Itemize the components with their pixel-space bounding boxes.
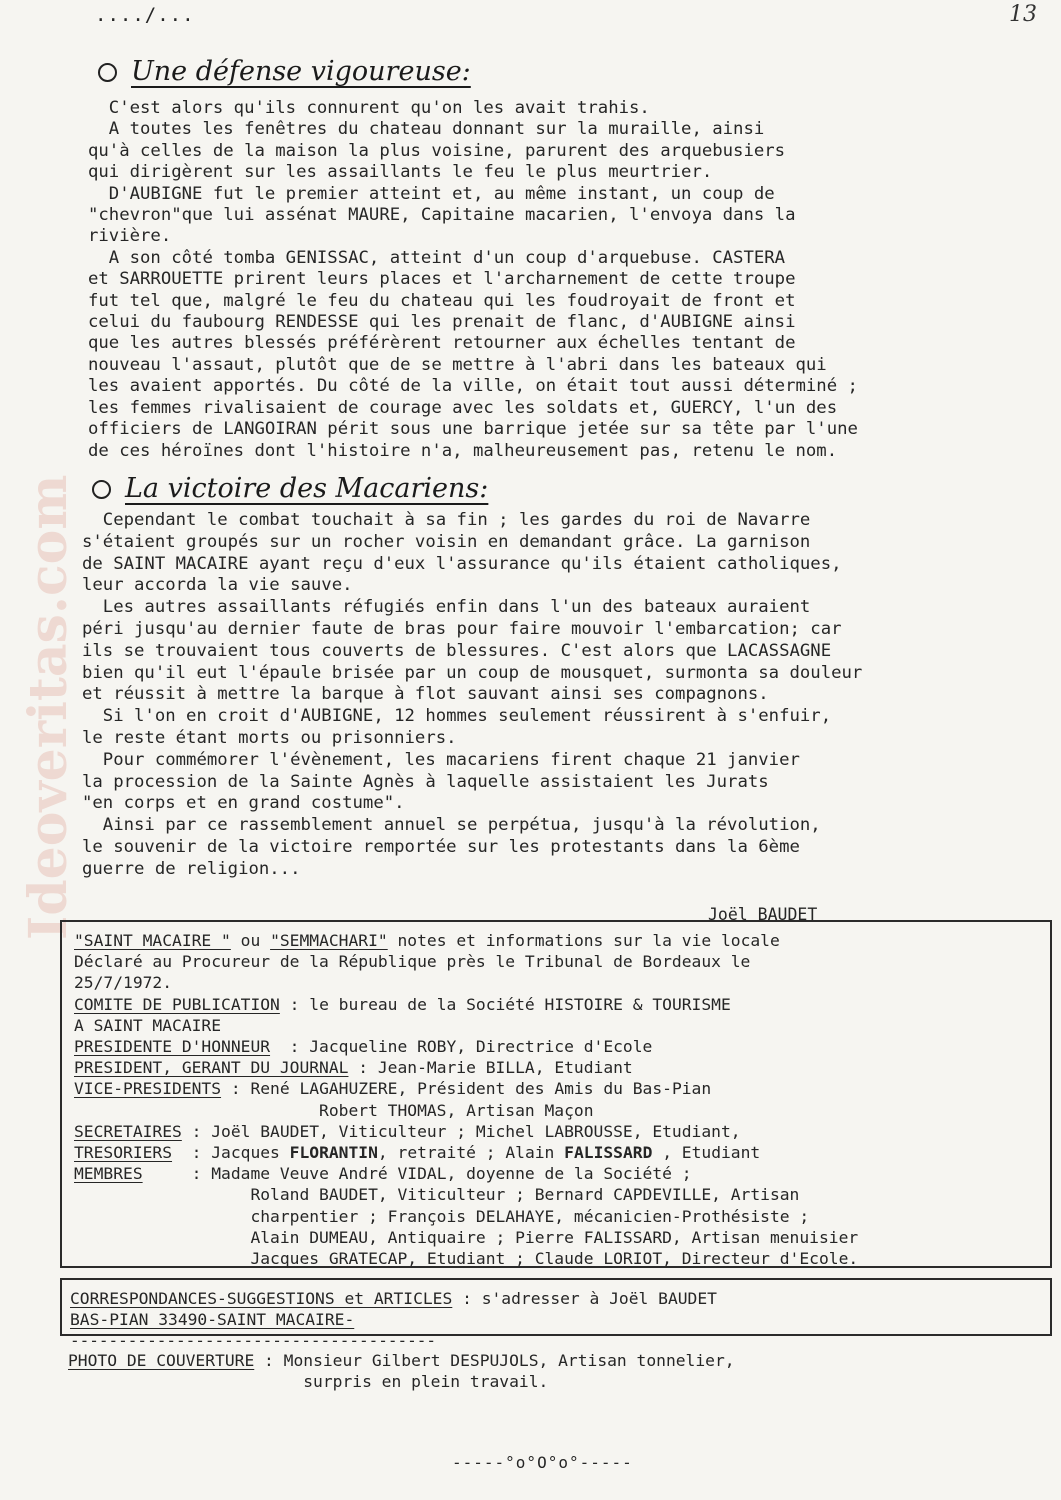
title-semmachari: "SEMMACHARI" [270,931,388,950]
members-value-4: Alain DUMEAU, Antiquaire ; Pierre FALISSARD, Artisan menuisier [74,1227,859,1247]
text-line: ils se trouvaient tous couverts de blessures. C'est alors que LACASSAGNE [82,640,832,661]
watermark: Ideoveritas.com [18,474,79,940]
footer-ornament: -----°o°O°o°----- [452,1453,633,1472]
text-line: officiers de LANGOIRAN périt sous une barrique jetée sur sa tête par l'une [88,419,858,440]
text-line: guerre de religion... [82,858,301,879]
title-or: ou [230,931,271,950]
declared-line: Déclaré au Procureur de la République près le Tribunal de Bordeaux le [74,952,751,972]
honor-label: PRESIDENTE D'HONNEUR [74,1037,271,1057]
vice-label: VICE-PRESIDENTS [74,1079,222,1099]
text-line: C'est alors qu'ils connurent qu'on les avait trahis. [88,98,650,118]
treasurers-pre: : Jacques [172,1143,290,1163]
secretaries-label: SECRETAIRES [74,1121,182,1141]
treasurers-label: TRESORIERS [74,1143,173,1163]
text-line: que les autres blessés préférèrent retourner aux échelles tentant de [88,333,796,354]
text-line: de SAINT MACAIRE ayant reçu d'eux l'assurance qu'ils étaient catholiques, [82,553,842,574]
treasurer-name-2: FALISSARD [564,1143,653,1163]
correspondence-address: BAS-PIAN 33490-SAINT MACAIRE- [70,1310,355,1330]
committee-value: : le bureau de la Société HISTOIRE & TOURISME [279,994,731,1014]
text-line: la procession de la Sainte Agnès à laquelle assistaient les Jurats [82,771,769,792]
title-saint-macaire: "SAINT MACAIRE " [74,931,231,950]
treasurers-post: , Etudiant [652,1143,761,1163]
author-signature: Joël BAUDET [708,905,818,924]
members-value-2: Roland BAUDET, Viticulteur ; Bernard CAPDEVILLE, Artisan [74,1185,800,1205]
text-line: "chevron"que lui assénat MAURE, Capitaine macarien, l'envoya dans la [88,205,796,226]
masthead-text [74,930,858,1269]
committee-value-2: A SAINT MACAIRE [74,1015,222,1035]
text-line: fut tel que, malgré le feu du chateau qui les foudroyait de front et [88,290,796,311]
section-title: La victoire des Macariens: [125,473,489,504]
text-line: le souvenir de la victoire remportée sur les protestants dans la 6ème [82,836,800,857]
section-heading-defense [98,56,471,87]
continuation-mark: ..../... [95,4,195,26]
cover-photo-label: PHOTO DE COUVERTURE [68,1351,255,1370]
president-label: PRESIDENT, GERANT DU JOURNAL [74,1058,349,1078]
secretaries-value: : Joël BAUDET, Viticulteur ; Michel LABROUSSE, Etudiant, [181,1121,741,1141]
members-label: MEMBRES [74,1164,143,1184]
text-line: les avaient apportés. Du côté de la ville, on était tout aussi déterminé ; [88,376,858,397]
cover-photo-value: : Monsieur Gilbert DESPUJOLS, Artisan tonnelier, [254,1351,735,1370]
honor-value: : Jacqueline ROBY, Directrice d'Ecole [270,1037,653,1057]
correspondence-label: CORRESPONDANCES-SUGGESTIONS et ARTICLES [70,1289,453,1308]
text-line: "en corps et en grand costume". [82,793,405,814]
text-line: péri jusqu'au dernier faute de bras pour faire mouvoir l'embarcation; car [82,618,842,639]
treasurer-name-1: FLORANTIN [289,1143,378,1163]
correspondence-value: : s'adresser à Joël BAUDET [452,1289,717,1308]
text-line: et réussit à mettre la barque à flot sauvant ainsi ses compagnons. [82,684,769,705]
text-line: celui du faubourg RENDESSE qui les prenait de flanc, d'AUBIGNE ainsi [88,312,796,333]
section-body-defense [88,98,858,462]
cover-photo-value-2: surpris en plein travail. [68,1372,549,1392]
section-heading-victoire [92,473,488,504]
title-rest: notes et informations sur la vie locale [387,931,780,950]
members-value-1: : Madame Veuve André VIDAL, doyenne de la Société ; [142,1164,692,1184]
members-value-5: Jacques GRATECAP, Etudiant ; Claude LORIOT, Directeur d'Ecole. [74,1249,859,1269]
text-line: s'étaient groupés sur un rocher voisin en demandant grâce. La garnison [82,531,811,552]
text-line: leur accorda la vie sauve. [82,575,353,596]
page-number: 13 [1009,2,1037,27]
text-line: A toutes les fenêtres du chateau donnant sur la muraille, ainsi [88,119,765,140]
text-line: Si l'on en croit d'AUBIGNE, 12 hommes seulement réussirent à s'enfuir, [82,706,832,727]
text-line: bien qu'il eut l'épaule brisée par un coup de mousquet, surmonta sa douleur [82,662,863,683]
text-line: qui dirigèrent sur les assaillants le feu le plus meurtrier. [88,162,713,183]
text-line: et SARROUETTE prirent leurs places et l'archarnement de cette troupe [88,269,796,290]
vice-value: : René LAGAHUZERE, Président des Amis du Bas-Pian [221,1079,712,1099]
members-value-3: charpentier ; François DELAHAYE, mécanicien-Prothésiste ; [74,1206,810,1226]
text-line: Ainsi par ce rassemblement annuel se perpétua, jusqu'à la révolution, [82,815,821,836]
text-line: rivière. [88,226,172,247]
cover-photo-credit [68,1350,735,1392]
correspondence-text [70,1288,717,1352]
committee-label: COMITE DE PUBLICATION [74,994,280,1014]
section-body-victoire [82,510,862,881]
vice-value-2: Robert THOMAS, Artisan Maçon [74,1100,594,1120]
text-line: le reste étant morts ou prisonniers. [82,727,457,748]
text-line: Les autres assaillants réfugiés enfin dans l'un des bateaux auraient [82,597,811,618]
president-value: : Jean-Marie BILLA, Etudiant [348,1058,633,1078]
section-title: Une défense vigoureuse: [131,56,471,87]
declared-date: 25/7/1972. [74,973,173,993]
text-line: les femmes rivalisaient de courage avec les soldats et, GUERCY, l'un des [88,397,838,418]
circle-bullet-icon [92,480,111,499]
dashed-rule: -------------------------------------- [70,1331,437,1351]
circle-bullet-icon [98,63,117,82]
text-line: qu'à celles de la maison la plus voisine, parurent des arquebusiers [88,140,786,161]
text-line: nouveau l'assaut, plutôt que de se mettre à l'abri dans les bateaux qui [88,354,827,375]
text-line: de ces héroïnes dont l'histoire n'a, malheureusement pas, retenu le nom. [88,440,838,461]
text-line: Pour commémorer l'évènement, les macariens firent chaque 21 janvier [82,749,800,770]
treasurers-mid: , retraité ; Alain [377,1143,565,1163]
text-line: Cependant le combat touchait à sa fin ; les gardes du roi de Navarre [82,510,811,530]
text-line: D'AUBIGNE fut le premier atteint et, au même instant, un coup de [88,183,775,204]
text-line: A son côté tomba GENISSAC, atteint d'un coup d'arquebuse. CASTERA [88,247,786,268]
